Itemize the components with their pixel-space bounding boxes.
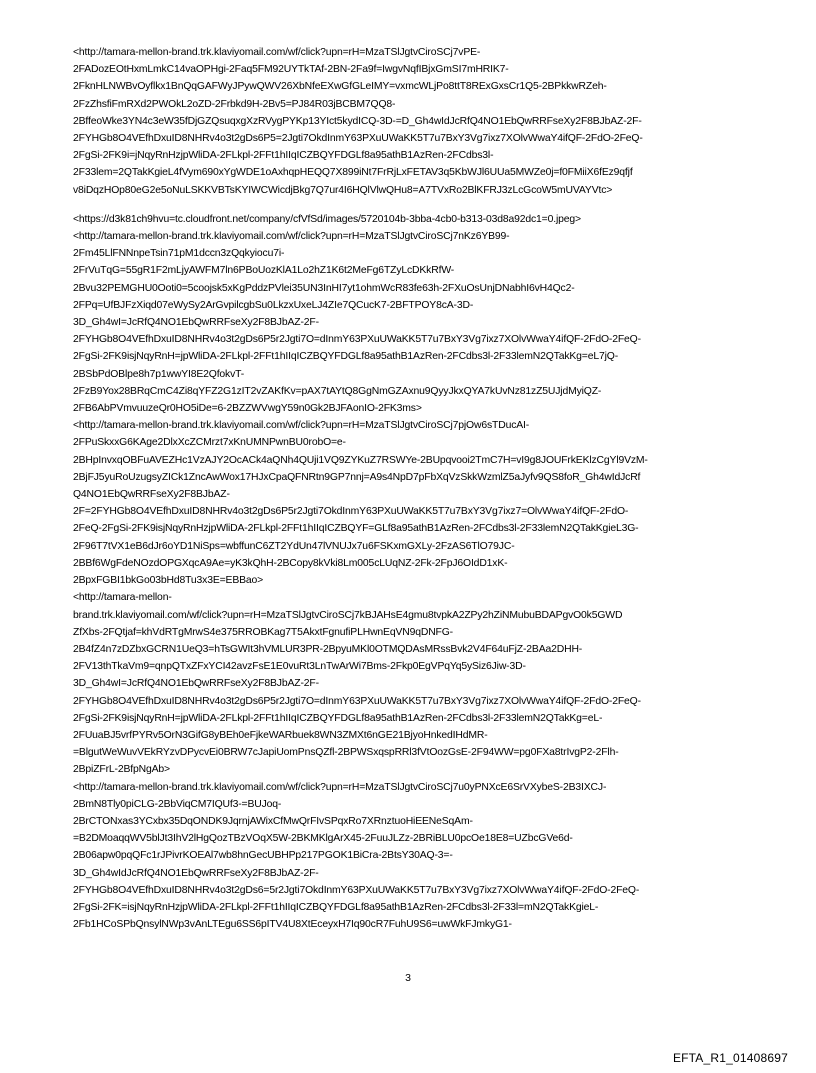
text-line: 2BpiZFrL-2BfpNgAb>: [73, 764, 170, 776]
text-line: 2FYHGb8O4VEfhDxuID8NHRv4o3t2gDs6P5=2Jgti7OkdInmY63PXuUWaKK5T7u7BxY3Vg7ixz7XOlvWwaY4ifQF-2FdO-2FeQ-: [73, 133, 643, 145]
text-block: [73, 211, 773, 934]
text-line: 2F=2FYHGb8O4VEfhDxuID8NHRv4o3t2gDs6P5r2Jgti7OkdInmY63PXuUWaKK5T7u7BxY3Vg7ixz7=OlvWwaY4ifQF-2FdO-: [73, 506, 629, 518]
text-line: 2BmN8Tly0piCLG-2BbViqCM7IQUf3-=BUJoq-: [73, 798, 282, 810]
text-line: 2Fm45LlFNNnpeTsin71pM1dccn3zQqkyiocu7i-: [73, 248, 285, 260]
text-line: 2BSbPdOBlpe8h7p1wwYI8E2QfokvT-: [73, 368, 245, 380]
text-line: Q4NO1EbQwRRFseXy2F8BJbAZ-: [73, 489, 230, 501]
page-number: 3: [405, 972, 411, 984]
text-line: 2F96T7tVX1eB6dJr6oYD1NiSps=wbffunC6ZT2YdUn47lVNUJx7u6FSKxmGXLy-2FzAS6TlO79JC-: [73, 540, 515, 552]
text-line: =B2DMoaqqWV5blJt3IhV2lHgQozTBzVOqX5W-2BKMKlgArX45-2FuuJLZz-2BRiBLU0pcOe18E8=UZbcGVe6d-: [73, 833, 573, 845]
text-line: 3D_Gh4wIdJcRfQ4NO1EbQwRRFseXy2F8BJbAZ-2F-: [73, 867, 319, 879]
text-line: brand.trk.klaviyomail.com/wf/click?upn=rH=MzaTSlJgtvCiroSCj7kBJAHsE4gmu8tvpkA2ZPy2hZiNMubuBDAPgvO0k5GWD: [73, 609, 623, 621]
text-line: 2BjFJ5yuRoUzugsyZICk1ZncAwWox17HJxCpaQFNRtn9GP7nnj=A9s4NpD7pFbXqVzSkkWzmlZ5aJyfv9QS8foR_Gh4wIdJcRf: [73, 471, 641, 483]
text-line: v8iDqzHOp80eG2e5oNuLSKKVBTsKYIWCWicdjBkg7Q7ur4I6HQlVlwQHu8=A7TVxRo2BlKFRJ3zLcGcoW5mUVAYVtc>: [73, 184, 613, 196]
text-line: 2FgSi-2FK=isjNqyRnHzjpWliDA-2FLkpl-2FFt1hIIqICZBQYFDGLf8a95athB1AzRen-2FCdbs3l-2F33l=mN2QTakKgieL-: [73, 901, 599, 913]
text-line: 2FeQ-2FgSi-2FK9isjNqyRnHzjpWliDA-2FLkpl-2FFt1hIIqICZBQYF=GLf8a95athB1AzRen-2FCdbs3l-2F33lemN2QTakKgieL3G-: [73, 523, 639, 535]
text-line: =BlgutWeWuvVEkRYzvDPycvEi0BRW7cJapiUomPnsQZfl-2BPWSxqspRRl3fVtOozGsE-2F94WW=pg0FXa8trIvgP2-2Flh-: [73, 747, 619, 759]
text-line: <http://tamara-mellon-brand.trk.klaviyomail.com/wf/click?upn=rH=MzaTSlJgtvCiroSCj7u0yPNXcE6SrVXybeS-2B3IXCJ-: [73, 781, 607, 793]
text-line: <http://tamara-mellon-brand.trk.klaviyomail.com/wf/click?upn=rH=MzaTSlJgtvCiroSCj7pjOw6sTDucAI-: [73, 420, 530, 432]
document-id: EFTA_R1_01408697: [672, 1051, 788, 1065]
text-line: 3D_Gh4wI=JcRfQ4NO1EbQwRRFseXy2F8BJbAZ-2F-: [73, 317, 319, 329]
text-line: 2FPq=UfBJFzXiqd07eWySy2ArGvpilcgbSu0LkzxUxeLJ4ZIe7QCucK7-2BFTPOY8cA-3D-: [73, 299, 474, 311]
text-line: 2FV13thTkaVm9=qnpQTxZFxYCI42avzFsE1E0vuRt3LnTwArWi7Bms-2Fkp0EgVPqYq5ySiz6Jiw-3D-: [73, 661, 526, 673]
text-block: [73, 44, 773, 199]
text-line: 2B06apw0pqQFc1rJPivrKOEAl7wb8hnGecUBHPp217PGOK1BiCra-2BtsY30AQ-3=-: [73, 850, 453, 862]
text-line: 2FYHGb8O4VEfhDxuID8NHRv4o3t2gDs6P5r2Jgti7O=dInmY63PXuUWaKK5T7u7BxY3Vg7ixz7XOlvWwaY4ifQF-2FdO-2FeQ-: [73, 695, 641, 707]
text-line: 2FgSi-2FK9isjNqyRnH=jpWliDA-2FLkpl-2FFt1hIIqICZBQYFDGLf8a95athB1AzRen-2FCdbs3l-2F33lemN2QTakKg=eL-: [73, 712, 603, 724]
text-line: <http://tamara-mellon-brand.trk.klaviyomail.com/wf/click?upn=rH=MzaTSlJgtvCiroSCj7vPE-: [73, 47, 481, 58]
text-line: 3D_Gh4wI=JcRfQ4NO1EbQwRRFseXy2F8BJbAZ-2F-: [73, 678, 319, 690]
text-line: <http://tamara-mellon-: [73, 592, 172, 604]
text-line: 2FgSi-2FK9isjNqyRnH=jpWliDA-2FLkpl-2FFt1hIIqICZBQYFDGLf8a95athB1AzRen-2FCdbs3l-2F33lemN2QTakKg=eL7jQ-: [73, 351, 619, 363]
text-line: 2BrCTONxas3YCxbx35DqONDK9JqrnjAWixCfMwQrFIvSPqxRo7XRnztuoHiEENeSqAm-: [73, 815, 473, 827]
text-line: 2BpxFGBI1bkGo03bHd8Tu3x3E=EBBao>: [73, 575, 264, 587]
text-line: 2Fb1HCoSPbQnsylNWp3vAnLTEgu6SS6pITV4U8XtEceyxH7Iq90cR7FuhU9S6=uwWkFJmkyG1-: [73, 919, 512, 931]
text-line: 2FgSi-2FK9i=jNqyRnHzjpWliDA-2FLkpl-2FFt1hIIqICZBQYFDGLf8a95athB1AzRen-2FCdbs3l-: [73, 150, 494, 162]
text-line: <http://tamara-mellon-brand.trk.klaviyomail.com/wf/click?upn=rH=MzaTSlJgtvCiroSCj7nKz6YB99-: [73, 231, 510, 243]
text-line: 2FYHGb8O4VEfhDxuID8NHRv4o3t2gDs6P5r2Jgti7O=dInmY63PXuUWaKK5T7u7BxY3Vg7ixz7XOlvWwaY4ifQF-2FdO-2FeQ-: [73, 334, 641, 346]
document-body: [73, 44, 773, 933]
text-line: 2FUuaBJ5vrfPYRv5OrN3GifG8yBEh0eFjkeWARbuek8WN3ZMXt6nGE21BjyoHnkedIHdMR-: [73, 729, 488, 741]
text-line: ZfXbs-2FQtjaf=khVdRTgMrwS4e375RROBKag7T5AkxtFgnufiPLHwnEqVN9qDNFG-: [73, 626, 453, 638]
text-line: 2F33lem=2QTakKgieL4fVym690xYgWDE1oAxhqpHEQQ7X899iNt7FrRjLxFETAV3q5KbWJl6UUa5MWZe0j=f0FMiiX6fEz9qfjf: [73, 167, 633, 179]
text-line: 2FB6AbPVmvuuzeQr0HO5iDe=6-2BZZWVwgY59n0Gk2BJFAonIO-2FK3ms>: [73, 403, 422, 415]
text-line: 2FzZhsfiFmRXd2PWOkL2oZD-2Frbkd9H-2Bv5=PJ84R03jBCBM7QQ8-: [73, 98, 396, 110]
text-line: 2BHpInvxqOBFuAVEZHc1VzAJY2OcACk4aQNh4QUji1VQ9ZYKuZ7RSWYe-2BUpqvooi2TmC7H=vI9g8JOUFrkEKlzCgYl9VzM-: [73, 454, 648, 466]
text-line: 2FPuSkxxG6KAge2DlxXcZCMrzt7xKnUMNPwnBU0robO=e-: [73, 437, 346, 449]
text-line: 2FrVuTqG=55gR1F2mLjyAWFM7ln6PBoUozKlA1Lo2hZ1K6t2MeFg6TZyLcDKkRfW-: [73, 265, 455, 277]
paragraph-gap: [73, 199, 773, 211]
text-line: 2Bvu32PEMGHU0Ooti0=5coojsk5xKgPddzPVlei35UN3InHI7yt1ohmWcR83fe63h-2FXuOsUnjDNabhI6vH4Qc2-: [73, 282, 575, 294]
text-line: 2BffeoWke3YN4c3eW35fDjGZQsuqxgXzRVygPYKp13YIct5kydICQ-3D-=D_Gh4wIdJcRfQ4NO1EbQwRRFseXy2F8BJbAZ-2F-: [73, 115, 642, 127]
text-line: 2FYHGb8O4VEfhDxuID8NHRv4o3t2gDs6=5r2Jgti7OkdInmY63PXuUWaKK5T7u7BxY3Vg7ixz7XOlvWwaY4ifQF-2FdO-2FeQ-: [73, 884, 640, 896]
text-line: 2BBf6WgFdeNOzdOPGXqcA9Ae=yK3kQhH-2BCopy8kVki8Lm005cLUqNZ-2Fk-2FpJ6OIdD1xK-: [73, 557, 508, 569]
text-line: 2FzB9Yox28BRqCmC4Zi8qYFZ2G1zIT2vZAKfKv=pAX7tAYtQ8GgNmGZAxnu9QyyJkxQYA7kUvNz81zZ5UJjdMyiQZ-: [73, 385, 602, 397]
text-line: 2FknHLNWBvOyflkx1BnQqGAFWyJPywQWV26XbNfeEXwGfGLeIMY=vxmcWLjPo8ttT8RExGxsCr1Q5-2BPkkwRZeh-: [73, 81, 607, 93]
text-line: 2FADozEOtHxmLmkC14vaOPHgi-2Faq5FM92UYTkTAf-2BN-2Fa9f=IwgvNqfIBjxGmSI7mHRIK7-: [73, 64, 509, 76]
text-line: 2B4fZ4n7zDZbxGCRN1UeQ3=hTsGWIt3hVMLUR3PR-2BpyuMKl0OTMQDAsMRssBvk2V4F64uFjZ-2BAa2DHH-: [73, 643, 583, 655]
text-line: <https://d3k81ch9hvu=tc.cloudfront.net/company/cfVfSd/images/5720104b-3bba-4cb0-b313-03d8a92dc1=0.jpeg>: [73, 213, 581, 225]
